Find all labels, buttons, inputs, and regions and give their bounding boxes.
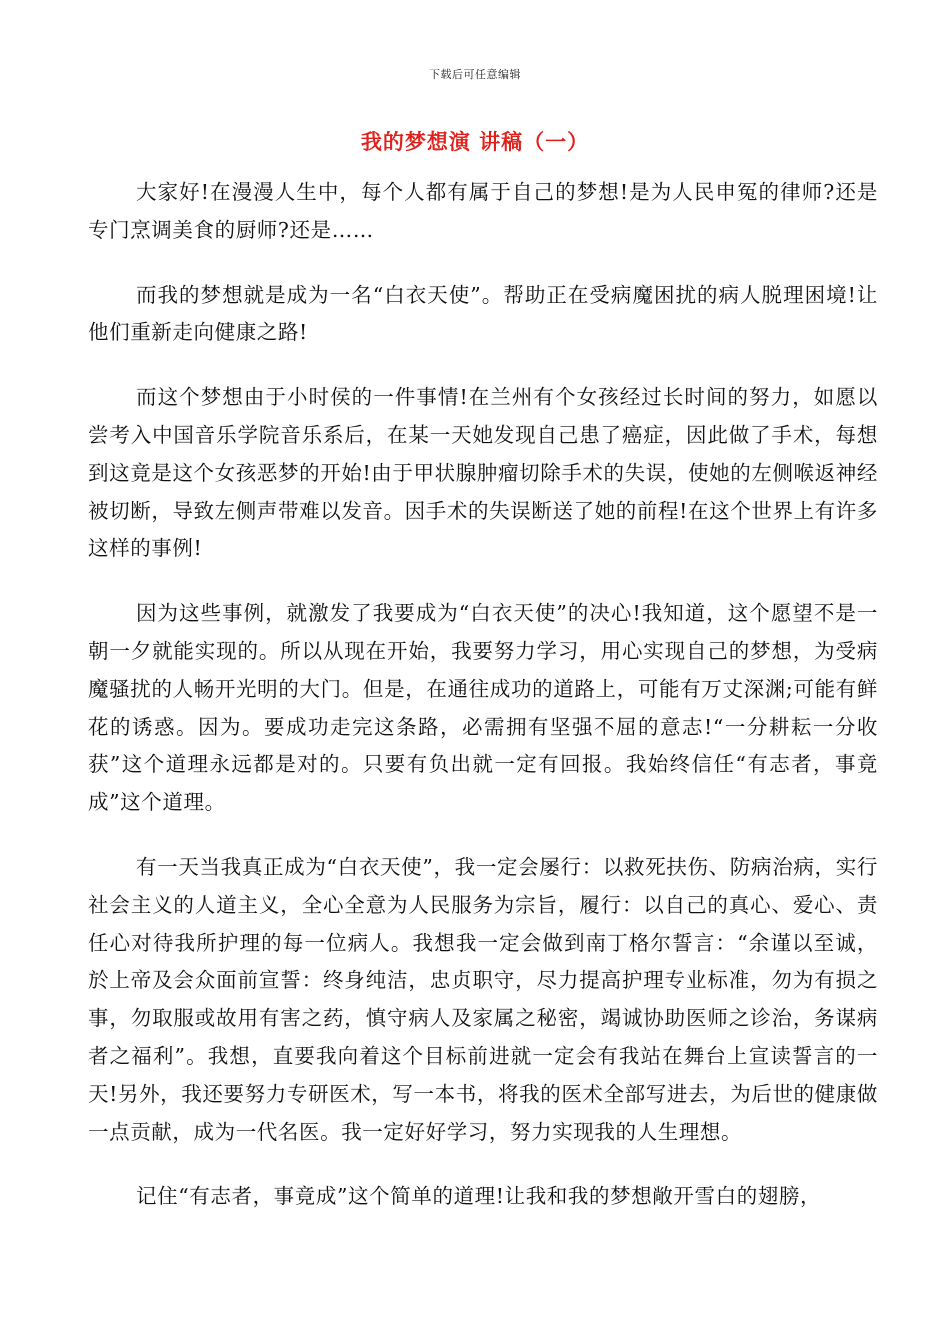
paragraph: 有一天当我真正成为“白衣天使”，我一定会屡行：以救死扶伤、防病治病，实行社会主义的人道主义，全心全意为人民服务为宗旨，履行：以自己的真心、爱心、责任心对待我所护理的每一位病人。我想我一定会做到南丁格尔誓言：“余谨以至诚，於上帝及会众面前宣誓：终身纯洁，忠贞职守，尽力提高护理专业标准，勿为有损之事，勿取服或故用有害之药，慎守病人及家属之秘密，竭诚协助医师之诊治，务谋病者之福利”。我想，直要我向着这个目标前进就一定会有我站在舞台上宣读誓言的一天!另外，我还要努力专研医术，写一本书，将我的医术全部写进去，为后世的健康做一点贡献，成为一代名医。我一定好好学习，努力实现我的人生理想。 [88, 854, 878, 1144]
paragraph: 而这个梦想由于小时侯的一件事情!在兰州有个女孩经过长时间的努力，如愿以尝考入中国音乐学院音乐系后，在某一天她发现自己患了癌症，因此做了手术，每想到这竟是这个女孩恶梦的开始!由于甲状腺肿瘤切除手术的失误，使她的左侧喉返神经被切断，导致左侧声带难以发音。因手术的失误断送了她的前程!在这个世界上有许多这样的事例! [88, 385, 878, 561]
paragraph: 因为这些事例，就激发了我要成为“白衣天使”的决心!我知道，这个愿望不是一朝一夕就能实现的。所以从现在开始，我要努力学习，用心实现自己的梦想，为受病魔骚扰的人畅开光明的大门。但是，在通往成功的道路上，可能有万丈深渊;可能有鲜花的诱惑。因为。要成功走完这条路，必需拥有坚强不屈的意志!“一分耕耘一分收获”这个道理永远都是对的。只要有负出就一定有回报。我始终信任“有志者，事竟成”这个道理。 [88, 601, 878, 815]
paragraph: 大家好!在漫漫人生中，每个人都有属于自己的梦想!是为人民申冤的律师?还是专门烹调美食的厨师?还是…… [88, 180, 878, 242]
header-note: 下载后可任意编辑 [429, 68, 521, 81]
document-body [88, 174, 878, 1216]
paragraph: 记住“有志者，事竟成”这个简单的道理!让我和我的梦想敞开雪白的翅膀， [136, 1184, 822, 1209]
paragraph: 而我的梦想就是成为一名“白衣天使”。帮助正在受病魔困扰的病人脱理困境!让他们重新走向健康之路! [88, 282, 878, 345]
document-title: 我的梦想演 讲稿（一） [360, 129, 590, 154]
